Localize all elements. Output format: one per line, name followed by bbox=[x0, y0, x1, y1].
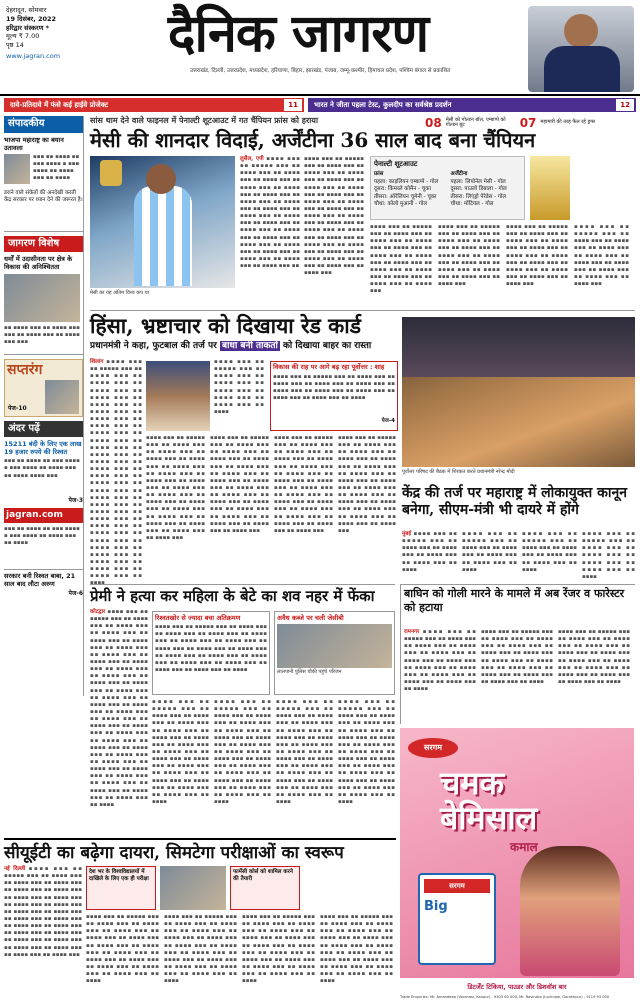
red-card-headline[interactable]: हिंसा, भ्रष्टाचार को दिखाया रेड कार्ड bbox=[90, 313, 361, 338]
strip-left-page: 11 bbox=[284, 99, 302, 111]
editorial-item-title[interactable]: भाजपा महाराष्ट्र का बयान उतावला bbox=[4, 135, 64, 152]
editorial-filler: ▪▪▪ ▪▪ ▪▪▪▪ ▪▪ ▪▪▪ ▪▪▪▪ ▪ ▪▪▪ ▪▪▪▪ ▪▪ ▪▪▪▪ ▪▪▪ ▪▪ ▪▪▪▪ bbox=[33, 153, 80, 182]
red-card-col-3: ▪▪▪▪ ▪▪▪ ▪▪ ▪▪▪▪▪ ▪▪▪ ▪▪ ▪▪▪▪ ▪▪▪ ▪▪ ▪▪▪▪ ▪▪▪ ▪▪ ▪▪▪▪ ▪▪▪ ▪▪ ▪▪▪▪ ▪▪▪ ▪▪ ▪▪▪▪ ▪▪▪ ▪▪ ▪▪▪▪ ▪▪▪ ▪▪ ▪▪▪▪ ▪▪▪ ▪▪ ▪▪▪▪ ▪▪▪ ▪▪ ▪▪▪▪ ▪▪▪ ▪▪ ▪▪▪▪ ▪▪▪ ▪▪ ▪▪▪▪ ▪▪▪ ▪▪ ▪▪▪▪ ▪▪▪ ▪▪ ▪▪▪▪ ▪▪▪ ▪▪ ▪▪▪▪ ▪▪▪ ▪▪ ▪▪▪▪ ▪▪▪ ▪▪ ▪▪▪▪ ▪▪▪ ▪▪ ▪▪▪▪ ▪▪▪ bbox=[210, 435, 269, 534]
red-card-col-2: ▪▪▪▪ ▪▪▪ ▪▪ ▪▪▪▪▪ ▪▪▪ ▪▪ ▪▪▪▪ ▪▪▪ ▪▪ ▪▪▪▪ ▪▪▪ ▪▪ ▪▪▪▪ ▪▪▪ ▪▪ ▪▪▪▪ ▪▪▪ ▪▪ ▪▪▪▪ ▪▪▪ ▪▪ ▪▪▪▪ ▪▪▪ ▪▪ ▪▪▪▪ ▪▪▪ ▪▪ ▪▪▪▪ ▪▪▪ ▪▪ ▪▪▪▪ ▪▪▪ ▪▪ ▪▪▪▪ ▪▪▪ ▪▪ ▪▪▪▪ ▪▪▪ ▪▪ ▪▪▪▪ ▪▪▪ ▪▪ ▪▪▪▪ ▪▪▪ ▪▪ ▪▪▪▪ ▪▪▪ ▪▪ ▪▪▪▪ ▪▪▪ ▪▪ ▪▪▪▪ ▪▪▪ ▪▪ ▪▪▪▪ ▪▪▪ ▪▪ ▪▪▪▪ ▪▪▪ bbox=[146, 435, 205, 541]
murder-sub1-filler: ▪▪▪▪ ▪▪▪ ▪▪ ▪▪▪▪▪ ▪▪▪ ▪▪ ▪▪▪▪ ▪▪▪ ▪▪ ▪▪▪▪ ▪▪▪ ▪▪ ▪▪▪▪ ▪▪▪ ▪▪ ▪▪▪▪ ▪▪▪ ▪▪ ▪▪▪▪ ▪▪▪ ▪▪ ▪▪▪▪ ▪▪▪ ▪▪ ▪▪▪▪ ▪▪▪ ▪▪ ▪▪▪▪ ▪▪▪ ▪▪ ▪▪▪▪ ▪▪▪ ▪▪ ▪▪▪▪ ▪▪▪ ▪▪ ▪▪▪▪ ▪▪▪ ▪▪ ▪▪▪▪ ▪▪▪ ▪▪ ▪▪▪▪ ▪▪▪ ▪▪ ▪▪▪▪ ▪▪▪ ▪▪ ▪▪▪▪ ▪▪▪ ▪▪ ▪▪▪▪ ▪▪▪ ▪▪ ▪▪▪▪ bbox=[155, 624, 267, 673]
murder-col-3: ▪▪▪▪ ▪▪▪ ▪▪ ▪▪▪▪▪ ▪▪▪ ▪▪ ▪▪▪▪ ▪▪▪ ▪▪ ▪▪▪▪ ▪▪▪ ▪▪ ▪▪▪▪ ▪▪▪ ▪▪ ▪▪▪▪ ▪▪▪ ▪▪ ▪▪▪▪ ▪▪▪ ▪▪ ▪▪▪▪ ▪▪▪ ▪▪ ▪▪▪▪ ▪▪▪ ▪▪ ▪▪▪▪ ▪▪▪ ▪▪ ▪▪▪▪ ▪▪▪ ▪▪ ▪▪▪▪ ▪▪▪ ▪▪ ▪▪▪▪ ▪▪▪ ▪▪ ▪▪▪▪ ▪▪▪ ▪▪ ▪▪▪▪ ▪▪▪ ▪▪ ▪▪▪▪ ▪▪▪ ▪▪ ▪▪▪▪ ▪▪▪ ▪▪ ▪▪▪▪ ▪▪▪ ▪▪ ▪▪▪▪ bbox=[214, 699, 271, 805]
france-row-4: चौथा: कोलो मुआनी - गोल bbox=[374, 201, 428, 208]
tigress-cols bbox=[404, 629, 635, 719]
messi-headline[interactable]: मेसी की शानदार विदाई, अर्जेंटीना 36 साल बाद बना चैंपियन bbox=[90, 128, 536, 152]
tigress-col-2: ▪▪▪▪ ▪▪▪ ▪▪ ▪▪▪▪▪ ▪▪▪ ▪▪ ▪▪▪▪ ▪▪▪ ▪▪ ▪▪▪▪ ▪▪▪ ▪▪ ▪▪▪▪ ▪▪▪ ▪▪ ▪▪▪▪ ▪▪▪ ▪▪ ▪▪▪▪ ▪▪▪ ▪▪ ▪▪▪▪ ▪▪▪ ▪▪ ▪▪▪▪ ▪▪▪ ▪▪ ▪▪▪▪ ▪▪▪ ▪▪ ▪▪▪▪ ▪▪▪ ▪▪ ▪▪▪▪ ▪▪▪ ▪▪ ▪▪▪▪ ▪▪▪ ▪▪ ▪▪▪▪ bbox=[481, 629, 553, 685]
messi-photo-caption: मेसी का यह अंतिम विश्व कप था bbox=[90, 290, 149, 296]
edition-date: 19 दिसंबर, 2022 bbox=[6, 14, 57, 23]
saptrang-title: सप्तरंग bbox=[7, 361, 43, 378]
saptrang-page: पेज-10 bbox=[8, 405, 27, 412]
tigress-headline[interactable]: बाघिन को गोली मारने के मामले में अब रेंजर व फारेस्टर को हटाया bbox=[404, 587, 625, 614]
messi-col-3: ▪▪▪▪ ▪▪▪ ▪▪ ▪▪▪▪▪ ▪▪▪ ▪▪ ▪▪▪▪ ▪▪▪ ▪▪ ▪▪▪▪ ▪▪▪ ▪▪ ▪▪▪▪ ▪▪▪ ▪▪ ▪▪▪▪ ▪▪▪ ▪▪ ▪▪▪▪ ▪▪▪ ▪▪ ▪▪▪▪ ▪▪▪ ▪▪ ▪▪▪▪ ▪▪▪ ▪▪ ▪▪▪▪ ▪▪▪ ▪▪ ▪▪▪▪ ▪▪▪ ▪▪ ▪▪▪▪ ▪▪▪ ▪▪ ▪▪▪▪ ▪▪▪ ▪▪ ▪▪▪▪ ▪▪▪ bbox=[370, 224, 432, 295]
france-label: फ्रांस bbox=[374, 171, 384, 178]
murder-sub2[interactable]: अवैध कब्जे पर चली जेसीबी bbox=[277, 614, 344, 622]
messi-col-4: ▪▪▪▪ ▪▪▪ ▪▪ ▪▪▪▪▪ ▪▪▪ ▪▪ ▪▪▪▪ ▪▪▪ ▪▪ ▪▪▪▪ ▪▪▪ ▪▪ ▪▪▪▪ ▪▪▪ ▪▪ ▪▪▪▪ ▪▪▪ ▪▪ ▪▪▪▪ ▪▪▪ ▪▪ ▪▪▪▪ ▪▪▪ ▪▪ ▪▪▪▪ ▪▪▪ ▪▪ ▪▪▪▪ ▪▪▪ ▪▪ ▪▪▪▪ ▪▪▪ ▪▪ ▪▪▪▪ ▪▪▪ ▪▪ ▪▪▪▪ ▪▪▪ bbox=[438, 224, 500, 288]
murder-sub1[interactable]: रिश्वतखोर से ज्यादा बचा अतिक्रमण bbox=[155, 614, 241, 622]
sidebar bbox=[4, 116, 84, 696]
cuet-col-3: ▪▪▪▪ ▪▪▪ ▪▪ ▪▪▪▪▪ ▪▪▪ ▪▪ ▪▪▪▪ ▪▪▪ ▪▪ ▪▪▪▪ ▪▪▪ ▪▪ ▪▪▪▪ ▪▪▪ ▪▪ ▪▪▪▪ ▪▪▪ ▪▪ ▪▪▪▪ ▪▪▪ ▪▪ ▪▪▪▪ ▪▪▪ ▪▪ ▪▪▪▪ ▪▪▪ ▪▪ ▪▪▪▪ ▪▪▪ ▪▪ ▪▪▪▪ ▪▪▪ ▪▪ ▪▪▪▪ ▪▪▪ ▪▪ ▪▪▪▪ ▪▪▪ ▪▪ ▪▪▪▪ ▪▪▪ ▪▪ ▪▪▪▪ ▪▪▪ ▪▪ ▪▪▪▪ bbox=[164, 914, 237, 985]
murder-sub1-box bbox=[152, 611, 270, 695]
nameplate-title: दैनिक जागरण bbox=[167, 3, 429, 64]
pm-photo bbox=[146, 361, 210, 431]
ad-headline-line2: बेमिसाल bbox=[440, 799, 538, 838]
saptrang-promo[interactable] bbox=[4, 359, 83, 417]
inside-item-1[interactable]: 15211 बंदी के लिए एक लाख 19 हजार रुपये की रिश्वत bbox=[4, 440, 82, 457]
sargam-advertisement[interactable] bbox=[400, 728, 634, 996]
editorial-photo bbox=[4, 154, 30, 184]
messi-photo bbox=[90, 156, 235, 288]
promo-bar bbox=[425, 116, 635, 130]
website-link[interactable]: www.jagran.com bbox=[6, 51, 61, 60]
red-card-cols bbox=[146, 435, 396, 577]
special-filler: ▪▪ ▪▪▪▪ ▪▪▪ ▪▪ ▪▪▪▪ ▪▪▪ ▪▪▪ ▪▪ ▪▪▪▪ ▪▪▪ ▪▪ ▪▪▪▪ ▪▪▪ ▪▪▪ bbox=[4, 325, 83, 355]
ad-brand-logo: सरगम bbox=[408, 738, 458, 758]
murder-byline: कोटद्वार bbox=[90, 609, 106, 615]
lokayukta-headline[interactable]: केंद्र की तर्ज पर महाराष्ट्र में लोकायुक्त कानून बनेगा, सीएम-मंत्री भी दायरे में होंगे bbox=[402, 485, 628, 518]
tigress-col-3: ▪▪▪▪ ▪▪▪ ▪▪ ▪▪▪▪▪ ▪▪▪ ▪▪ ▪▪▪▪ ▪▪▪ ▪▪ ▪▪▪▪ ▪▪▪ ▪▪ ▪▪▪▪ ▪▪▪ ▪▪ ▪▪▪▪ ▪▪▪ ▪▪ ▪▪▪▪ ▪▪▪ ▪▪ ▪▪▪▪ ▪▪▪ ▪▪ ▪▪▪▪ ▪▪▪ ▪▪ ▪▪▪▪ ▪▪▪ ▪▪ ▪▪▪▪ ▪▪▪ ▪▪ ▪▪▪▪ ▪▪▪ ▪▪ ▪▪▪▪ ▪▪▪ ▪▪ ▪▪▪▪ bbox=[558, 629, 630, 685]
lokayukta-cols bbox=[402, 531, 635, 579]
cuet-col-4: ▪▪▪▪ ▪▪▪ ▪▪ ▪▪▪▪▪ ▪▪▪ ▪▪ ▪▪▪▪ ▪▪▪ ▪▪ ▪▪▪▪ ▪▪▪ ▪▪ ▪▪▪▪ ▪▪▪ ▪▪ ▪▪▪▪ ▪▪▪ ▪▪ ▪▪▪▪ ▪▪▪ ▪▪ ▪▪▪▪ ▪▪▪ ▪▪ ▪▪▪▪ ▪▪▪ ▪▪ ▪▪▪▪ ▪▪▪ ▪▪ ▪▪▪▪ ▪▪▪ ▪▪ ▪▪▪▪ ▪▪▪ ▪▪ ▪▪▪▪ ▪▪▪ ▪▪ ▪▪▪▪ ▪▪▪ ▪▪ ▪▪▪▪ ▪▪▪ ▪▪ ▪▪▪▪ bbox=[242, 914, 315, 985]
saptrang-photo bbox=[45, 380, 79, 414]
messi-byline: लुसैल, एपी bbox=[240, 156, 264, 162]
red-card-col-5: ▪▪▪▪ ▪▪▪ ▪▪ ▪▪▪▪▪ ▪▪▪ ▪▪ ▪▪▪▪ ▪▪▪ ▪▪ ▪▪▪▪ ▪▪▪ ▪▪ ▪▪▪▪ ▪▪▪ ▪▪ ▪▪▪▪ ▪▪▪ ▪▪ ▪▪▪▪ ▪▪▪ ▪▪ ▪▪▪▪ ▪▪▪ ▪▪ ▪▪▪▪ ▪▪▪ ▪▪ ▪▪▪▪ ▪▪▪ ▪▪ ▪▪▪▪ ▪▪▪ ▪▪ ▪▪▪▪ ▪▪▪ ▪▪ ▪▪▪▪ ▪▪▪ ▪▪ ▪▪▪▪ ▪▪▪ ▪▪ ▪▪▪▪ ▪▪▪ ▪▪ ▪▪▪▪ ▪▪▪ ▪▪ ▪▪▪▪ ▪▪▪ ▪▪ ▪▪▪▪ ▪▪▪ bbox=[338, 435, 396, 534]
promo1-number: 08 bbox=[425, 115, 442, 130]
edition-meta bbox=[6, 6, 101, 61]
messi-col-2: ▪▪▪▪ ▪▪▪ ▪▪ ▪▪▪▪▪ ▪▪▪ ▪▪ ▪▪▪▪ ▪▪▪ ▪▪ ▪▪▪▪ ▪▪▪ ▪▪ ▪▪▪▪ ▪▪▪ ▪▪ ▪▪▪▪ ▪▪▪ ▪▪ ▪▪▪▪ ▪▪▪ ▪▪ ▪▪▪▪ ▪▪▪ ▪▪ ▪▪▪▪ ▪▪▪ ▪▪ ▪▪▪▪ ▪▪▪ ▪▪ ▪▪▪▪ ▪▪▪ ▪▪ ▪▪▪▪ ▪▪▪ ▪▪ ▪▪▪▪ ▪▪▪ ▪▪ ▪▪▪▪ ▪▪▪ ▪▪ ▪▪▪▪ ▪▪▪ ▪▪ ▪▪▪▪ ▪▪▪ ▪▪ ▪▪▪▪ ▪▪▪ ▪▪ ▪▪▪▪ ▪▪▪ ▪▪ ▪▪▪▪ ▪▪▪ ▪▪ ▪▪▪▪ ▪▪▪ ▪▪ ▪▪▪▪ ▪▪▪ ▪▪ ▪▪▪▪ ▪▪▪ ▪▪ ▪▪▪▪ ▪▪▪ ▪▪ ▪▪▪▪ ▪▪▪ ▪▪ ▪▪▪▪ ▪▪▪ bbox=[304, 156, 364, 277]
strip-right-text: भारत ने जीता पहला टेस्ट, कुलदीप का सर्वश्रेष्ठ प्रदर्शन bbox=[314, 101, 452, 109]
side-story-filler: ▪▪▪▪ ▪▪▪ ▪▪ ▪▪▪▪▪ ▪▪▪ ▪▪ ▪▪▪▪ ▪▪▪ ▪▪ ▪▪▪▪ ▪▪▪ ▪▪ ▪▪▪▪ ▪▪▪ ▪▪ ▪▪▪▪ ▪▪▪ ▪▪ ▪▪▪▪ ▪▪▪ ▪▪ ▪▪▪▪ ▪▪▪ ▪▪ ▪▪▪▪ ▪▪▪ ▪▪ ▪▪▪▪ ▪▪▪ ▪▪ ▪▪▪▪ ▪▪▪ ▪▪ ▪▪▪▪ bbox=[273, 373, 395, 402]
inside-heading: अंदर पढ़ें bbox=[4, 421, 83, 438]
publishing-cities: उत्तराखंड, दिल्ली, उत्तरप्रदेश, मध्यप्रदेश, हरियाणा, बिहार, झारखंड, पंजाब, जम्मू-कश्मीर, हिमाचल प्रदेश, पश्चिम बंगाल से प्रकाशित bbox=[190, 68, 451, 74]
strip-right-page: 12 bbox=[616, 99, 634, 111]
cuet-col-1: नई दिल्ली ▪▪▪▪ ▪▪▪ ▪▪ ▪▪▪▪▪ ▪▪▪ ▪▪ ▪▪▪▪ ▪▪▪ ▪▪ ▪▪▪▪ ▪▪▪ ▪▪ ▪▪▪▪ ▪▪▪ ▪▪ ▪▪▪▪ ▪▪▪ ▪▪ ▪▪▪▪ ▪▪▪ ▪▪ ▪▪▪▪ ▪▪▪ ▪▪ ▪▪▪▪ ▪▪▪ ▪▪ ▪▪▪▪ ▪▪▪ ▪▪ ▪▪▪▪ ▪▪▪ ▪▪ ▪▪▪▪ ▪▪▪ ▪▪ ▪▪▪▪ ▪▪▪ ▪▪ ▪▪▪▪ ▪▪▪ ▪▪ ▪▪▪▪ ▪▪▪ ▪▪ ▪▪▪▪ ▪▪▪ ▪▪ ▪▪▪▪ ▪▪▪ ▪▪ ▪▪▪▪ ▪▪▪ ▪▪ ▪▪▪▪ ▪▪▪ ▪▪ ▪▪▪▪ ▪▪▪ ▪▪ ▪▪▪▪ ▪▪▪ ▪▪ ▪▪▪▪ ▪▪▪ ▪▪ ▪▪▪▪ ▪▪▪ ▪▪ ▪▪▪▪ ▪▪▪ ▪▪ ▪▪▪▪ ▪▪▪ bbox=[4, 866, 83, 958]
strip-left[interactable] bbox=[4, 98, 304, 112]
strip-left-text: दावे-प्रतिदावे में फंसे कई हाईवे प्रोजेक्ट bbox=[10, 101, 109, 109]
cuet-headline[interactable]: सीयूईटी का बढ़ेगा दायरा, सिमटेगा परीक्षाओं का स्वरूप bbox=[4, 843, 344, 863]
murder-col-1: कोटद्वार ▪▪▪▪ ▪▪▪ ▪▪ ▪▪▪▪▪ ▪▪▪ ▪▪ ▪▪▪▪ ▪▪▪ ▪▪ ▪▪▪▪ ▪▪▪ ▪▪ ▪▪▪▪ ▪▪▪ ▪▪ ▪▪▪▪ ▪▪▪ ▪▪ ▪▪▪▪ ▪▪▪ ▪▪ ▪▪▪▪ ▪▪▪ ▪▪ ▪▪▪▪ ▪▪▪ ▪▪ ▪▪▪▪ ▪▪▪ ▪▪ ▪▪▪▪ ▪▪▪ ▪▪ ▪▪▪▪ ▪▪▪ ▪▪ ▪▪▪▪ ▪▪▪ ▪▪ ▪▪▪▪ ▪▪▪ ▪▪ ▪▪▪▪ ▪▪▪ ▪▪ ▪▪▪▪ ▪▪▪ ▪▪ ▪▪▪▪ ▪▪▪ ▪▪ ▪▪▪▪ ▪▪▪ ▪▪ ▪▪▪▪ ▪▪▪ ▪▪ ▪▪▪▪ ▪▪▪ ▪▪ ▪▪▪▪ ▪▪▪ ▪▪ ▪▪▪▪ ▪▪▪ ▪▪ ▪▪▪▪ ▪▪▪ ▪▪ ▪▪▪▪ ▪▪▪ ▪▪ ▪▪▪▪ ▪▪▪ ▪▪ ▪▪▪▪ ▪▪▪ ▪▪ ▪▪▪▪ ▪▪▪ ▪▪ ▪▪▪▪ ▪▪▪ ▪▪ ▪▪▪▪ ▪▪▪ ▪▪ ▪▪▪▪ ▪▪▪ ▪▪ ▪▪▪▪ ▪▪▪ ▪▪ ▪▪▪▪ ▪▪▪ ▪▪ ▪▪▪▪ ▪▪▪ ▪▪ ▪▪▪▪ ▪▪▪ ▪▪ ▪▪▪▪ ▪▪▪ ▪▪ ▪▪▪▪ ▪▪▪ ▪▪ ▪▪▪▪ bbox=[90, 609, 148, 808]
jagran-url-badge[interactable]: jagran.com bbox=[4, 508, 83, 523]
lokayukta-col-2: ▪▪▪▪ ▪▪▪ ▪▪ ▪▪▪▪▪ ▪▪▪ ▪▪ ▪▪▪▪ ▪▪▪ ▪▪ ▪▪▪▪ ▪▪▪ ▪▪ ▪▪▪▪ ▪▪▪ ▪▪ ▪▪▪▪ ▪▪▪ ▪▪ ▪▪▪▪ bbox=[462, 531, 517, 573]
editorial-heading: संपादकीय bbox=[4, 116, 83, 133]
edition-day: देहरादून, सोमवार bbox=[6, 6, 47, 14]
argentina-label: अर्जेंटीना bbox=[450, 171, 468, 178]
edition-name: हरिद्वार संस्करण * bbox=[6, 23, 50, 32]
crowd-photo bbox=[402, 317, 635, 467]
argentina-row-2: दूसरा: पाउलो डिबाला - गोल bbox=[450, 186, 507, 193]
murder-col-5: ▪▪▪▪ ▪▪▪ ▪▪ ▪▪▪▪▪ ▪▪▪ ▪▪ ▪▪▪▪ ▪▪▪ ▪▪ ▪▪▪▪ ▪▪▪ ▪▪ ▪▪▪▪ ▪▪▪ ▪▪ ▪▪▪▪ ▪▪▪ ▪▪ ▪▪▪▪ ▪▪▪ ▪▪ ▪▪▪▪ ▪▪▪ ▪▪ ▪▪▪▪ ▪▪▪ ▪▪ ▪▪▪▪ ▪▪▪ ▪▪ ▪▪▪▪ ▪▪▪ ▪▪ ▪▪▪▪ ▪▪▪ ▪▪ ▪▪▪▪ ▪▪▪ ▪▪ ▪▪▪▪ ▪▪▪ ▪▪ ▪▪▪▪ ▪▪▪ ▪▪ ▪▪▪▪ ▪▪▪ ▪▪ ▪▪▪▪ ▪▪▪ ▪▪ ▪▪▪▪ ▪▪▪ ▪▪ ▪▪▪▪ bbox=[338, 699, 395, 805]
promo2-number: 07 bbox=[519, 115, 537, 130]
cricketer-photo bbox=[528, 6, 634, 92]
murder-col-4: ▪▪▪▪ ▪▪▪ ▪▪ ▪▪▪▪▪ ▪▪▪ ▪▪ ▪▪▪▪ ▪▪▪ ▪▪ ▪▪▪▪ ▪▪▪ ▪▪ ▪▪▪▪ ▪▪▪ ▪▪ ▪▪▪▪ ▪▪▪ ▪▪ ▪▪▪▪ ▪▪▪ ▪▪ ▪▪▪▪ ▪▪▪ ▪▪ ▪▪▪▪ ▪▪▪ ▪▪ ▪▪▪▪ ▪▪▪ ▪▪ ▪▪▪▪ ▪▪▪ ▪▪ ▪▪▪▪ ▪▪▪ ▪▪ ▪▪▪▪ ▪▪▪ ▪▪ ▪▪▪▪ ▪▪▪ ▪▪ ▪▪▪▪ ▪▪▪ ▪▪ ▪▪▪▪ ▪▪▪ ▪▪ ▪▪▪▪ ▪▪▪ ▪▪ ▪▪▪▪ ▪▪▪ ▪▪ ▪▪▪▪ bbox=[276, 699, 333, 805]
ad-tagline: कमाल bbox=[510, 840, 538, 854]
argentina-row-1: पहला: लियोनेल मेसी - गोल bbox=[450, 178, 506, 185]
trophy-photo bbox=[530, 156, 570, 220]
red-card-col-1: शिलांग ▪▪▪▪ ▪▪▪ ▪▪ ▪▪▪▪▪ ▪▪▪ ▪▪ ▪▪▪▪ ▪▪▪ ▪▪ ▪▪▪▪ ▪▪▪ ▪▪ ▪▪▪▪ ▪▪▪ ▪▪ ▪▪▪▪ ▪▪▪ ▪▪ ▪▪▪▪ ▪▪▪ ▪▪ ▪▪▪▪ ▪▪▪ ▪▪ ▪▪▪▪ ▪▪▪ ▪▪ ▪▪▪▪ ▪▪▪ ▪▪ ▪▪▪▪ ▪▪▪ ▪▪ ▪▪▪▪ ▪▪▪ ▪▪ ▪▪▪▪ ▪▪▪ ▪▪ ▪▪▪▪ ▪▪▪ ▪▪ ▪▪▪▪ ▪▪▪ ▪▪ ▪▪▪▪ ▪▪▪ ▪▪ ▪▪▪▪ ▪▪▪ ▪▪ ▪▪▪▪ ▪▪▪ ▪▪ ▪▪▪▪ ▪▪▪ ▪▪ ▪▪▪▪ ▪▪▪ ▪▪ ▪▪▪▪ ▪▪▪ ▪▪ ▪▪▪▪ ▪▪▪ ▪▪ ▪▪▪▪ ▪▪▪ ▪▪ ▪▪▪▪ ▪▪▪ ▪▪ ▪▪▪▪ ▪▪▪ ▪▪ ▪▪▪▪ ▪▪▪ ▪▪ ▪▪▪▪ ▪▪▪ ▪▪ ▪▪▪▪ ▪▪▪ ▪▪ ▪▪▪▪ ▪▪▪ ▪▪ ▪▪▪▪ ▪▪▪ ▪▪ ▪▪▪▪ ▪▪▪ ▪▪ ▪▪▪▪ bbox=[90, 359, 142, 587]
murder-sub2-box bbox=[274, 611, 395, 695]
inside-item-1-filler: ▪▪▪ ▪▪ ▪▪▪▪ ▪▪ ▪▪▪ ▪▪▪▪ ▪ ▪▪▪ ▪▪▪▪ ▪▪ ▪▪▪▪ ▪▪▪ ▪▪ ▪▪▪▪ ▪▪▪▪ ▪▪▪ bbox=[4, 458, 80, 479]
story-tigress bbox=[400, 584, 635, 724]
red-card-subhead-a: प्रधानमंत्री ने कहा, फुटबाल की तर्ज पर bbox=[90, 341, 217, 351]
lokayukta-col-1: मुंबई ▪▪▪▪ ▪▪▪ ▪▪ ▪▪▪▪▪ ▪▪▪ ▪▪ ▪▪▪▪ ▪▪▪ ▪▪ ▪▪▪▪ ▪▪▪ ▪▪ ▪▪▪▪ ▪▪▪ ▪▪ ▪▪▪▪ ▪▪▪ ▪▪ ▪▪▪▪ bbox=[402, 531, 457, 573]
red-card-col-4: ▪▪▪▪ ▪▪▪ ▪▪ ▪▪▪▪▪ ▪▪▪ ▪▪ ▪▪▪▪ ▪▪▪ ▪▪ ▪▪▪▪ ▪▪▪ ▪▪ ▪▪▪▪ ▪▪▪ ▪▪ ▪▪▪▪ ▪▪▪ ▪▪ ▪▪▪▪ ▪▪▪ ▪▪ ▪▪▪▪ ▪▪▪ ▪▪ ▪▪▪▪ ▪▪▪ ▪▪ ▪▪▪▪ ▪▪▪ ▪▪ ▪▪▪▪ ▪▪▪ ▪▪ ▪▪▪▪ ▪▪▪ ▪▪ ▪▪▪▪ ▪▪▪ ▪▪ ▪▪▪▪ ▪▪▪ ▪▪ ▪▪▪▪ ▪▪▪ ▪▪ ▪▪▪▪ ▪▪▪ ▪▪ ▪▪▪▪ ▪▪▪ ▪▪ ▪▪▪▪ ▪▪▪ ▪▪ ▪▪▪▪ ▪▪▪ bbox=[274, 435, 333, 534]
shootout-box bbox=[370, 156, 525, 220]
messi-cols-lower bbox=[370, 224, 635, 304]
red-card-pull: ▪▪▪▪ ▪▪▪ ▪▪ ▪▪▪▪▪ ▪▪▪ ▪▪ ▪▪▪▪ ▪▪▪ ▪▪ ▪▪▪▪ ▪▪▪ ▪▪ ▪▪▪▪ ▪▪▪ ▪▪ ▪▪▪▪ ▪▪▪ ▪▪ ▪▪▪▪ ▪▪▪ ▪▪ ▪▪▪▪ bbox=[214, 359, 264, 415]
story-messi bbox=[90, 116, 635, 306]
side-story-page: पेज-4 bbox=[381, 417, 395, 424]
tigress-col-1: रामनगर ▪▪▪▪ ▪▪▪ ▪▪ ▪▪▪▪▪ ▪▪▪ ▪▪ ▪▪▪▪ ▪▪▪ ▪▪ ▪▪▪▪ ▪▪▪ ▪▪ ▪▪▪▪ ▪▪▪ ▪▪ ▪▪▪▪ ▪▪▪ ▪▪ ▪▪▪▪ ▪▪▪ ▪▪ ▪▪▪▪ ▪▪▪ ▪▪ ▪▪▪▪ ▪▪▪ ▪▪ ▪▪▪▪ ▪▪▪ ▪▪ ▪▪▪▪ ▪▪▪ ▪▪ ▪▪▪▪ ▪▪▪ ▪▪ ▪▪▪▪ ▪▪▪ ▪▪ ▪▪▪▪ bbox=[404, 629, 476, 693]
messi-kicker: सांस थाम देने वाले फाइनल में पेनाल्टी शूटआउट में गत चैंपियन फ्रांस को हराया bbox=[90, 116, 319, 125]
promo1-text[interactable]: मेसी को गोल्डन बॉल, एम्बाप्पे को गोल्डन बूट bbox=[445, 116, 506, 128]
cuet-note1: देश भर के विश्वविद्यालयों में दाखिले के लिए एक ही परीक्षा bbox=[86, 866, 156, 910]
jagran-url-filler: ▪▪▪ ▪▪ ▪▪▪▪ ▪▪ ▪▪▪ ▪▪▪▪ ▪ ▪▪▪ ▪▪▪▪ ▪▪ ▪▪▪▪ ▪▪▪ ▪▪ ▪▪▪▪ bbox=[4, 526, 80, 547]
red-card-subhead-highlight: बाधा बनी ताकतों bbox=[221, 341, 278, 351]
lokayukta-col-4: ▪▪▪▪ ▪▪▪ ▪▪ ▪▪▪▪▪ ▪▪▪ ▪▪ ▪▪▪▪ ▪▪▪ ▪▪ ▪▪▪▪ ▪▪▪ ▪▪ ▪▪▪▪ ▪▪▪ ▪▪ ▪▪▪▪ ▪▪▪ ▪▪ ▪▪▪▪ bbox=[582, 531, 635, 580]
jcb-photo bbox=[277, 624, 392, 668]
ad-model-photo bbox=[520, 846, 620, 976]
messi-col-5: ▪▪▪▪ ▪▪▪ ▪▪ ▪▪▪▪▪ ▪▪▪ ▪▪ ▪▪▪▪ ▪▪▪ ▪▪ ▪▪▪▪ ▪▪▪ ▪▪ ▪▪▪▪ ▪▪▪ ▪▪ ▪▪▪▪ ▪▪▪ ▪▪ ▪▪▪▪ ▪▪▪ ▪▪ ▪▪▪▪ ▪▪▪ ▪▪ ▪▪▪▪ ▪▪▪ ▪▪ ▪▪▪▪ ▪▪▪ ▪▪ ▪▪▪▪ ▪▪▪ ▪▪ ▪▪▪▪ ▪▪▪ ▪▪ ▪▪▪▪ ▪▪▪ bbox=[506, 224, 568, 288]
argentina-row-3: तीसरा: लिएंड्रो पेरेडेस - गोल bbox=[450, 193, 507, 200]
murder-photo-caption: लालपानी पुलिस चौकी पहुंचे परिजन bbox=[277, 669, 342, 676]
cuet-byline: नई दिल्ली bbox=[4, 866, 26, 872]
cuet-cols bbox=[86, 914, 396, 1000]
france-row-2: दूसरा: किंग्सले कोमैन - चूका bbox=[374, 186, 431, 193]
lokayukta-col-3: ▪▪▪▪ ▪▪▪ ▪▪ ▪▪▪▪▪ ▪▪▪ ▪▪ ▪▪▪▪ ▪▪▪ ▪▪ ▪▪▪▪ ▪▪▪ ▪▪ ▪▪▪▪ ▪▪▪ ▪▪ ▪▪▪▪ ▪▪▪ ▪▪ ▪▪▪▪ bbox=[522, 531, 577, 573]
special-title[interactable]: धर्मों में उदासीनता पर क्षेत्र के विकास की अनिश्चितता bbox=[4, 255, 73, 272]
side-story-heading[interactable]: विकास की राह पर आगे बढ़ रहा पूर्वोत्तर : शाह bbox=[273, 363, 385, 371]
ad-product-pack bbox=[418, 873, 496, 965]
red-card-subhead bbox=[90, 339, 395, 353]
messi-col-6: ▪▪▪▪ ▪▪▪ ▪▪ ▪▪▪▪▪ ▪▪▪ ▪▪ ▪▪▪▪ ▪▪▪ ▪▪ ▪▪▪▪ ▪▪▪ ▪▪ ▪▪▪▪ ▪▪▪ ▪▪ ▪▪▪▪ ▪▪▪ ▪▪ ▪▪▪▪ ▪▪▪ ▪▪ ▪▪▪▪ ▪▪▪ ▪▪ ▪▪▪▪ ▪▪▪ ▪▪ ▪▪▪▪ ▪▪▪ ▪▪ ▪▪▪▪ ▪▪▪ bbox=[574, 224, 629, 288]
murder-cols bbox=[152, 699, 395, 831]
inside-item-2-page: पेज-6 bbox=[68, 590, 83, 598]
cuet-note2: फार्मेसी कोर्स को शामिल करने की तैयारी bbox=[230, 866, 300, 910]
messi-col-1: लुसैल, एपी ▪▪▪▪ ▪▪▪ ▪▪ ▪▪▪▪▪ ▪▪▪ ▪▪ ▪▪▪▪ ▪▪▪ ▪▪ ▪▪▪▪ ▪▪▪ ▪▪ ▪▪▪▪ ▪▪▪ ▪▪ ▪▪▪▪ ▪▪▪ ▪▪ ▪▪▪▪ ▪▪▪ ▪▪ ▪▪▪▪ ▪▪▪ ▪▪ ▪▪▪▪ ▪▪▪ ▪▪ ▪▪▪▪ ▪▪▪ ▪▪ ▪▪▪▪ ▪▪▪ ▪▪ ▪▪▪▪ ▪▪▪ ▪▪ ▪▪▪▪ ▪▪▪ ▪▪ ▪▪▪▪ ▪▪▪ ▪▪ ▪▪▪▪ ▪▪▪ ▪▪ ▪▪▪▪ ▪▪▪ ▪▪ ▪▪▪▪ ▪▪▪ ▪▪ ▪▪▪▪ ▪▪▪ ▪▪ ▪▪▪▪ ▪▪▪ ▪▪ ▪▪▪▪ ▪▪▪ ▪▪ ▪▪▪▪ ▪▪▪ ▪▪ ▪▪▪▪ ▪▪▪ ▪▪ ▪▪▪▪ ▪▪▪ ▪▪ bbox=[240, 156, 301, 270]
france-row-1: पहला: काइलियन एम्बाप्पे - गोल bbox=[374, 178, 439, 185]
ad-footer: डिटर्जेंट टिकिया, पाउडर और डिशवॉश बार bbox=[400, 978, 634, 996]
ad-pack-label: सरगम bbox=[424, 879, 490, 893]
ad-trade-enquiries: Trade Enquiries: Mr. Amandeep (Varanasi, Kanpur) - 9305 60 000, Mr. Ravindra (Lucknow, Gorakhpur) - 9119 93 000 bbox=[400, 995, 610, 999]
story-red-card bbox=[90, 310, 635, 587]
side-story-box bbox=[270, 361, 398, 431]
cuet-photo bbox=[160, 866, 226, 910]
page-count: पृष्ठ 14 bbox=[6, 41, 24, 50]
lokayukta-byline: मुंबई bbox=[402, 531, 412, 537]
story-cuet bbox=[4, 838, 396, 1000]
special-photo bbox=[4, 274, 80, 322]
ad-headline bbox=[440, 766, 537, 836]
france-row-3: तीसरा: ऑरेलियन चूमेनी - चूका bbox=[374, 193, 437, 200]
inside-item-1-page: पेज-3 bbox=[68, 497, 83, 505]
cuet-col-5: ▪▪▪▪ ▪▪▪ ▪▪ ▪▪▪▪▪ ▪▪▪ ▪▪ ▪▪▪▪ ▪▪▪ ▪▪ ▪▪▪▪ ▪▪▪ ▪▪ ▪▪▪▪ ▪▪▪ ▪▪ ▪▪▪▪ ▪▪▪ ▪▪ ▪▪▪▪ ▪▪▪ ▪▪ ▪▪▪▪ ▪▪▪ ▪▪ ▪▪▪▪ ▪▪▪ ▪▪ ▪▪▪▪ ▪▪▪ ▪▪ ▪▪▪▪ ▪▪▪ ▪▪ ▪▪▪▪ ▪▪▪ ▪▪ ▪▪▪▪ ▪▪▪ ▪▪ ▪▪▪▪ ▪▪▪ ▪▪ ▪▪▪▪ ▪▪▪ ▪▪ ▪▪▪▪ bbox=[320, 914, 393, 985]
editorial-item-text[interactable]: डराने वाले संकेतों की अनदेखी करती केंद्र सरकार पर ध्यान देने की जरूरत है। bbox=[4, 190, 83, 232]
tigress-byline: रामनगर bbox=[404, 629, 420, 635]
masthead bbox=[0, 0, 640, 96]
cuet-col-2: ▪▪▪▪ ▪▪▪ ▪▪ ▪▪▪▪▪ ▪▪▪ ▪▪ ▪▪▪▪ ▪▪▪ ▪▪ ▪▪▪▪ ▪▪▪ ▪▪ ▪▪▪▪ ▪▪▪ ▪▪ ▪▪▪▪ ▪▪▪ ▪▪ ▪▪▪▪ ▪▪▪ ▪▪ ▪▪▪▪ ▪▪▪ ▪▪ ▪▪▪▪ ▪▪▪ ▪▪ ▪▪▪▪ ▪▪▪ ▪▪ ▪▪▪▪ ▪▪▪ ▪▪ ▪▪▪▪ ▪▪▪ ▪▪ ▪▪▪▪ ▪▪▪ ▪▪ ▪▪▪▪ ▪▪▪ ▪▪ ▪▪▪▪ ▪▪▪ ▪▪ ▪▪▪▪ bbox=[86, 914, 159, 985]
ad-headline-line1: चमक bbox=[440, 764, 505, 802]
shootout-title: पेनाल्टी शूटआउट bbox=[374, 160, 418, 168]
ad-pack-sub: Big bbox=[424, 899, 448, 914]
murder-headline[interactable]: प्रेमी ने हत्या कर महिला के बेटे का शव नहर में फेंका bbox=[90, 587, 375, 605]
story-murder bbox=[90, 584, 395, 834]
inside-item-2[interactable]: सरकार बनी रिश्वत बाबा, 21 साल बाद लौटा अरुण bbox=[4, 569, 83, 588]
murder-col-2: ▪▪▪▪ ▪▪▪ ▪▪ ▪▪▪▪▪ ▪▪▪ ▪▪ ▪▪▪▪ ▪▪▪ ▪▪ ▪▪▪▪ ▪▪▪ ▪▪ ▪▪▪▪ ▪▪▪ ▪▪ ▪▪▪▪ ▪▪▪ ▪▪ ▪▪▪▪ ▪▪▪ ▪▪ ▪▪▪▪ ▪▪▪ ▪▪ ▪▪▪▪ ▪▪▪ ▪▪ ▪▪▪▪ ▪▪▪ ▪▪ ▪▪▪▪ ▪▪▪ ▪▪ ▪▪▪▪ ▪▪▪ ▪▪ ▪▪▪▪ ▪▪▪ ▪▪ ▪▪▪▪ ▪▪▪ ▪▪ ▪▪▪▪ ▪▪▪ ▪▪ ▪▪▪▪ ▪▪▪ ▪▪ ▪▪▪▪ ▪▪▪ ▪▪ ▪▪▪▪ ▪▪▪ ▪▪ ▪▪▪▪ bbox=[152, 699, 209, 805]
promo2-text[interactable]: महामारी की तरह फैल रहे ड्रग्स bbox=[540, 119, 596, 126]
crowd-photo-caption: पूर्वोत्तर परिषद की बैठक में शिरकत करते प्रधानमंत्री नरेन्द्र मोदी bbox=[402, 469, 515, 475]
red-card-subhead-b: को दिखाया बाहर का रास्ता bbox=[282, 341, 372, 351]
red-card-byline: शिलांग bbox=[90, 359, 104, 365]
price: मूल्य ₹ 7.00 bbox=[6, 32, 40, 41]
special-heading: जागरण विशेष bbox=[4, 236, 83, 253]
strip-right[interactable] bbox=[308, 98, 636, 112]
argentina-row-4: चौथा: मोंटियल - गोल bbox=[450, 201, 494, 208]
